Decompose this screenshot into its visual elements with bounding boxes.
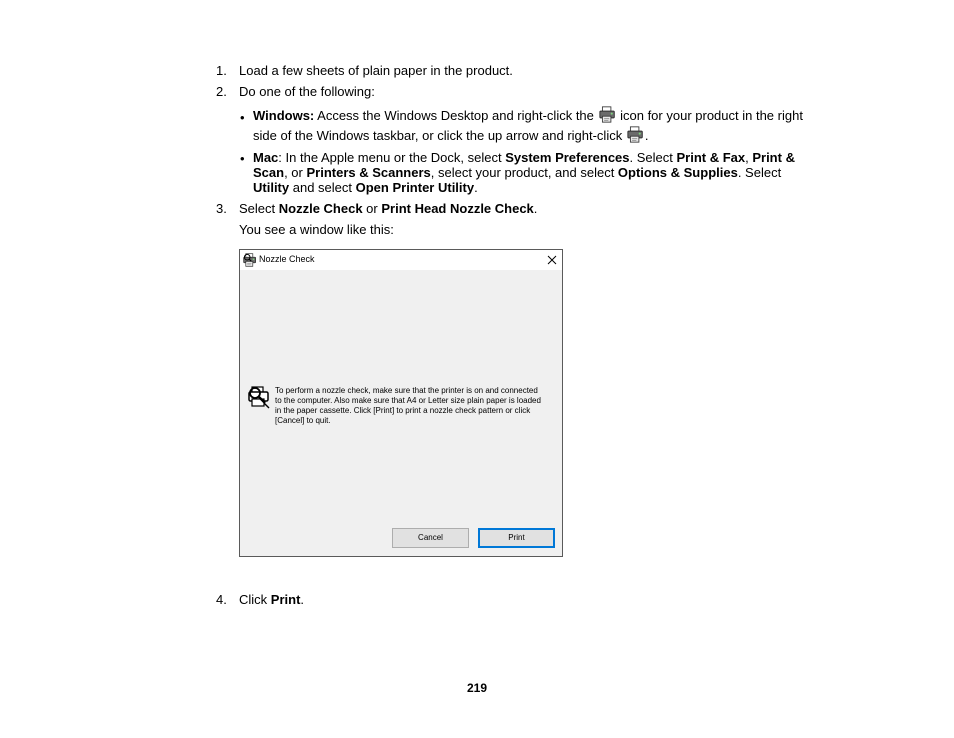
close-icon[interactable] <box>547 255 557 265</box>
step-3-bold: Nozzle Check <box>278 201 363 216</box>
mac-text: , select your product, and select <box>430 165 618 180</box>
mac-text: , or <box>284 165 307 180</box>
nozzle-check-dialog <box>239 249 563 557</box>
mac-bold-text: System Preferences <box>505 150 630 165</box>
mac-text: . <box>474 180 478 195</box>
mac-bold-text: Open Printer Utility <box>355 180 475 195</box>
step-2-text: Do one of the following: <box>239 84 375 99</box>
step-3-text <box>239 201 537 216</box>
mac-bold-text: Utility <box>253 180 290 195</box>
windows-label: Windows: <box>253 108 315 123</box>
mac-line-2 <box>253 165 781 180</box>
mac-bold-text: Print & <box>752 150 795 165</box>
printer-tray-icon <box>599 106 616 123</box>
step-4-part: Click <box>239 592 271 607</box>
step-1-number: 1. <box>216 63 227 78</box>
printer-check-icon <box>246 384 272 410</box>
step-1-text: Load a few sheets of plain paper in the product. <box>239 63 513 78</box>
print-button[interactable]: Print <box>478 528 555 548</box>
step-2-number: 2. <box>216 84 227 99</box>
windows-text-2: icon for your product in the right <box>616 108 803 123</box>
windows-text-4: . <box>644 128 649 143</box>
printer-tray-icon <box>627 126 644 143</box>
mac-bold-text: Options & Supplies <box>617 165 738 180</box>
step-3-number: 3. <box>216 201 227 216</box>
step-3-part: Select <box>239 201 279 216</box>
mac-text: , <box>745 150 753 165</box>
mac-bold-text: Printers & Scanners <box>306 165 431 180</box>
mac-label: Mac <box>253 150 279 165</box>
mac-text: . Select <box>629 150 677 165</box>
step-3-subtext: You see a window like this: <box>239 222 394 237</box>
windows-text-3: side of the Windows taskbar, or click the up arrow and right-click <box>253 128 626 143</box>
step-4-part: . <box>300 592 305 607</box>
step-4-bold: Print <box>270 592 301 607</box>
mac-line-3 <box>253 180 478 195</box>
step-3-part: or <box>362 201 382 216</box>
page-number: 219 <box>466 681 488 695</box>
windows-line-2 <box>253 126 648 143</box>
cancel-button[interactable]: Cancel <box>392 528 469 548</box>
mac-bold-text: Print & Fax <box>676 150 746 165</box>
step-3-part: . <box>533 201 538 216</box>
dialog-title: Nozzle Check <box>259 254 315 264</box>
windows-bullet: • <box>240 110 245 125</box>
windows-line-1 <box>253 106 803 123</box>
mac-text: . Select <box>737 165 782 180</box>
step-4-text <box>239 592 304 607</box>
printer-check-icon <box>243 253 257 267</box>
dialog-message: To perform a nozzle check, make sure that the printer is on and connected to the computer. Also make sure that A4 or Letter size plain paper is loaded in the paper cassette. Click [Print] to print a nozzle check pattern or click [Cancel] to quit. <box>275 386 541 425</box>
step-4-number: 4. <box>216 592 227 607</box>
mac-line-1 <box>253 150 795 165</box>
windows-text-1: Access the Windows Desktop and right-click the <box>314 108 598 123</box>
step-3-bold: Print Head Nozzle Check <box>381 201 534 216</box>
mac-text: and select <box>289 180 356 195</box>
mac-text: : In the Apple menu or the Dock, select <box>278 150 506 165</box>
mac-bold-text: Scan <box>253 165 285 180</box>
mac-bullet: • <box>240 151 245 166</box>
dialog-titlebar <box>240 250 562 270</box>
